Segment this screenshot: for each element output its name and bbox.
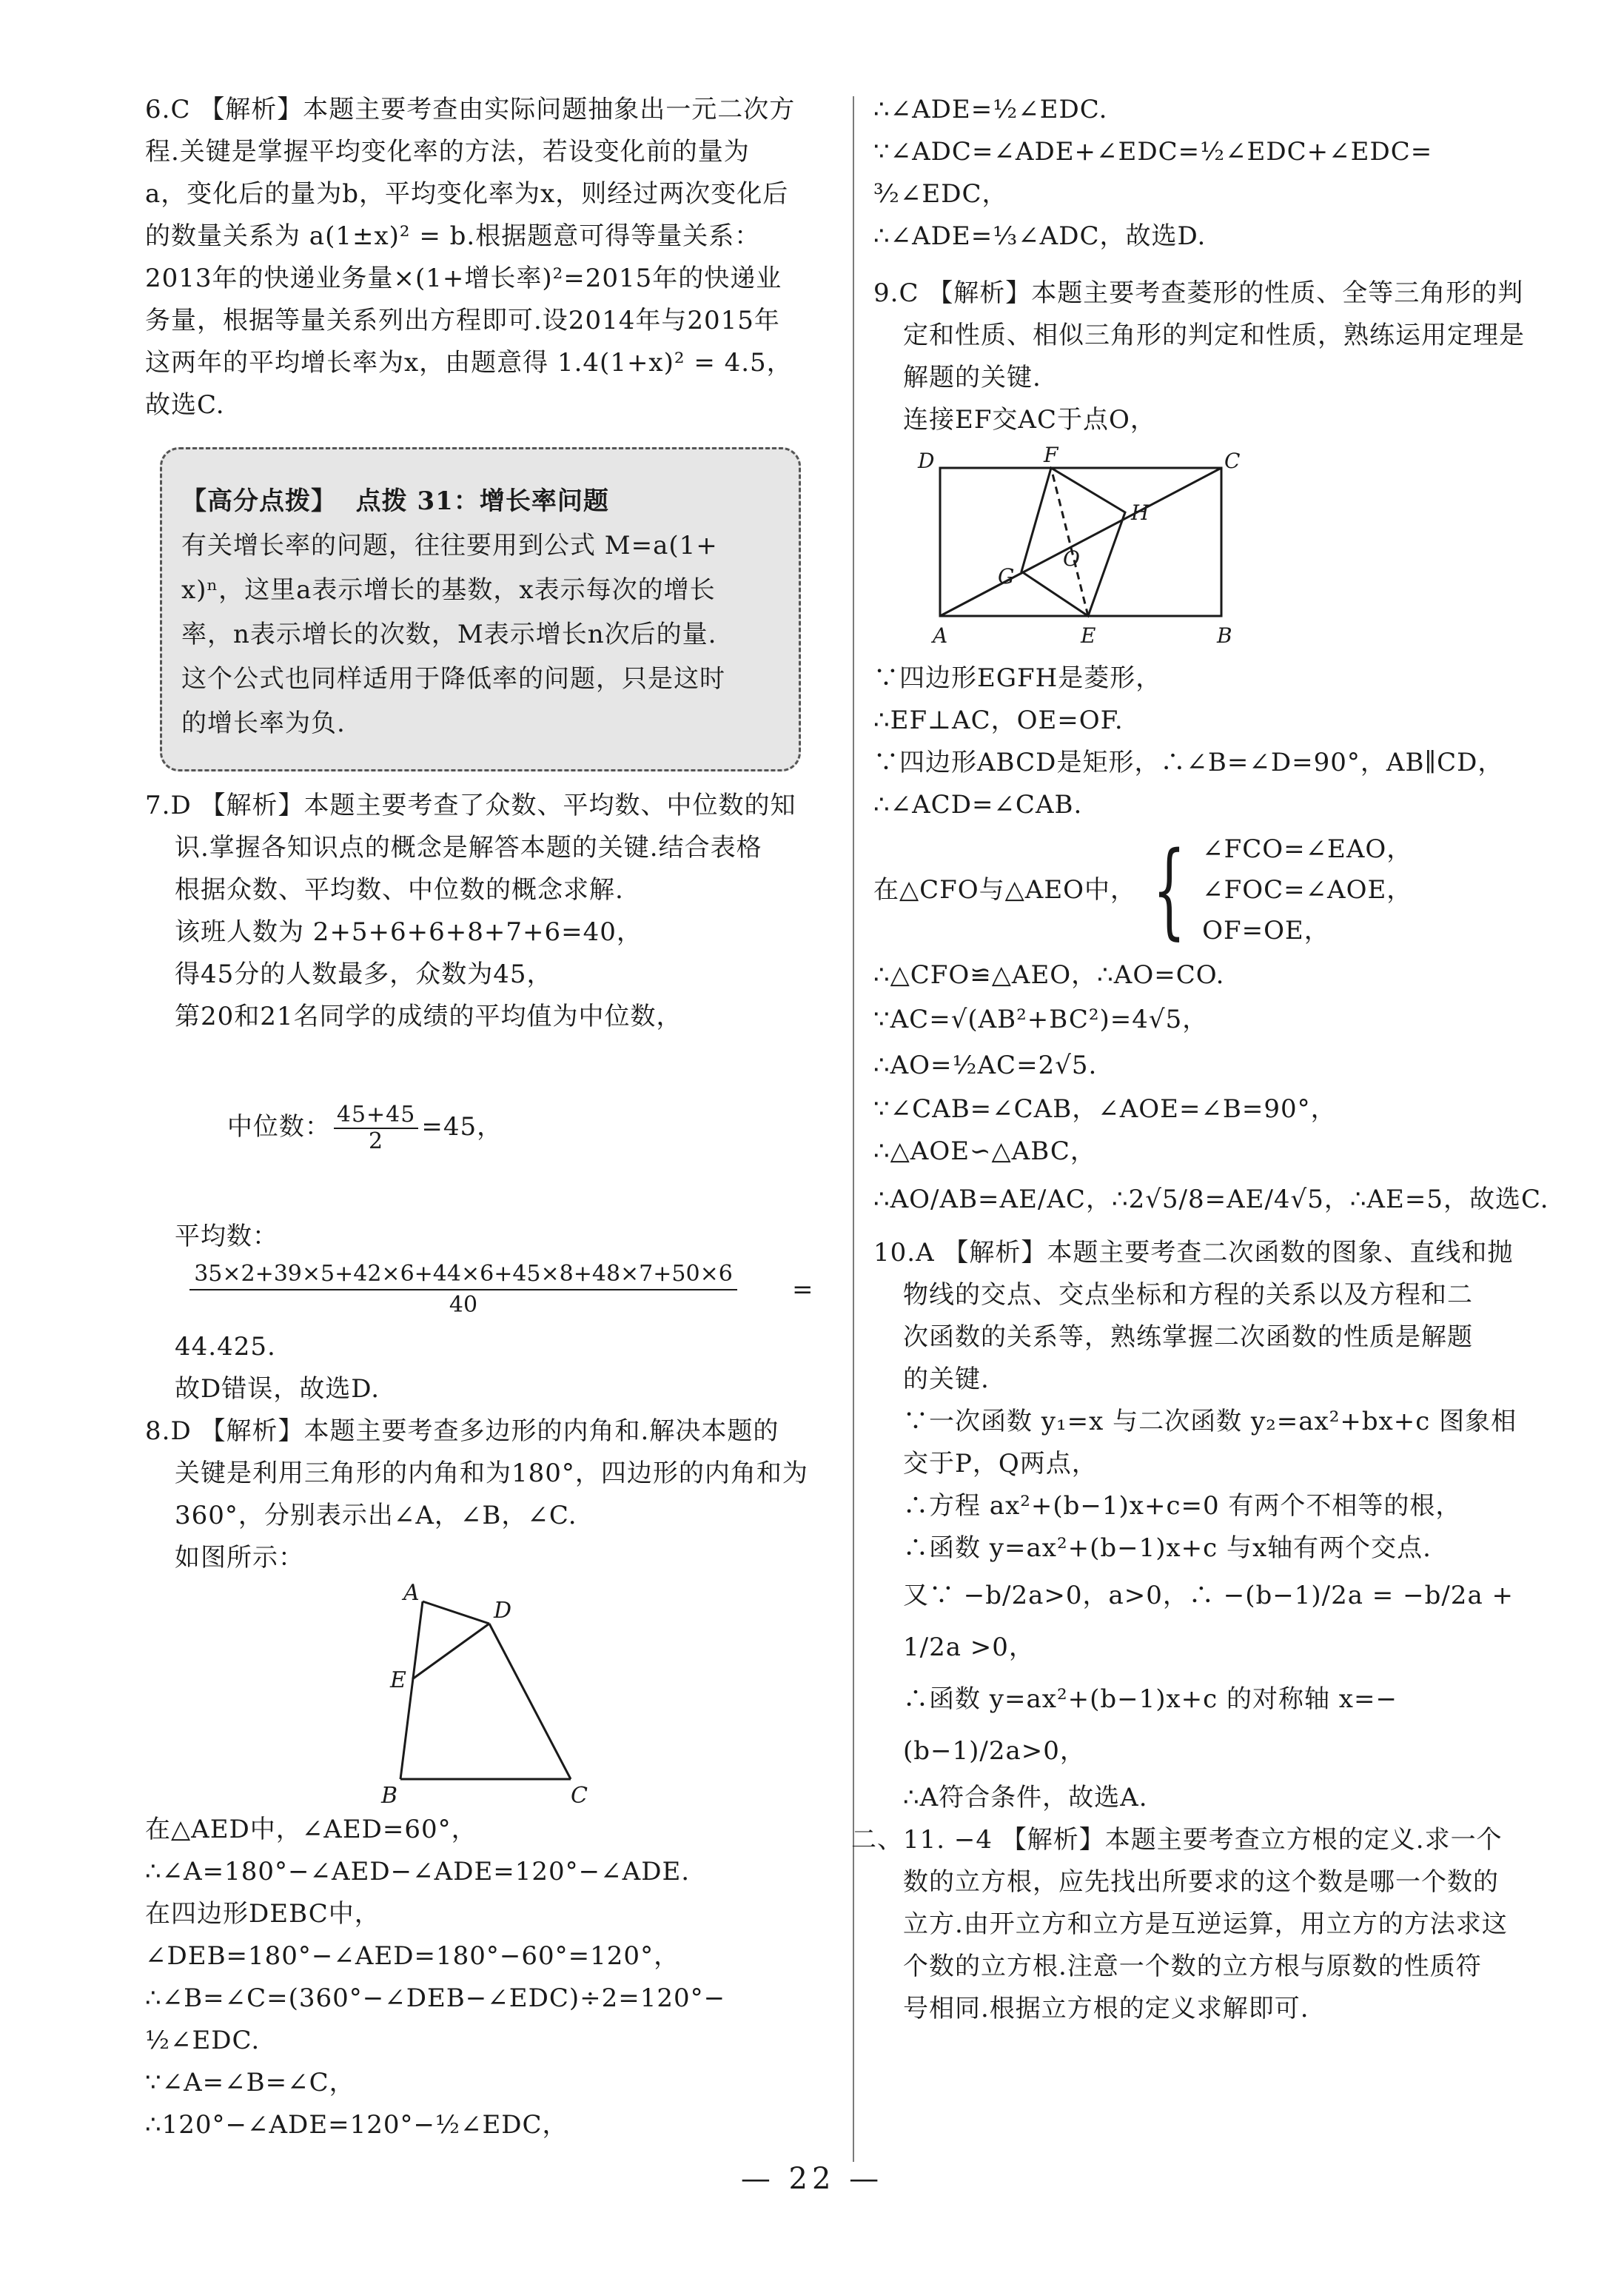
tip-line: 有关增长率的问题，往往要用到公式 M=a(1+ [181,531,718,560]
case-line: ∠FOC=∠AOE， [1202,875,1413,905]
q8-line: 关键是利用三角形的内角和为180°，四边形的内角和为 [175,1459,808,1488]
q10-line: 次函数的关系等，熟练掌握二次函数的性质是解题 [903,1322,1473,1352]
left-column [145,89,833,2146]
question-6 [145,89,833,426]
label-C: C [571,1783,588,1809]
tip-line: 率，n表示增长的次数，M表示增长n次后的量. [181,620,717,649]
median-line [145,1038,833,1216]
q8-cont-line: ³⁄₂∠EDC， [873,179,1008,209]
tip-heading: 【高分点拨】 点拨 31：增长率问题 [181,486,609,516]
q9-tail: ∴△CFO≌△AEO，∴AO=CO. [873,960,1225,990]
question-8 [145,1410,833,2146]
cases-lines [1202,829,1412,951]
question-7 [145,785,833,1410]
q7-line: 根据众数、平均数、中位数的概念求解. [175,875,624,905]
tip-box [160,447,801,771]
question-11 [851,1819,1562,2030]
median-label: 中位数： [227,1112,331,1142]
q11-line: 个数的立方根.注意一个数的立方根与原数的性质符 [903,1952,1482,1981]
q8-line: ½∠EDC. [145,2026,261,2055]
q9-tail: ∴AO/AB=AE/AC，∴2√5/8=AE/4√5，∴AE=5，故选C. [873,1185,1549,1214]
q6-line: 2013年的快递业务量×(1+增长率)²=2015年的快递业 [145,264,782,293]
q6-line: 务量，根据等量关系列出方程即可.设2014年与2015年 [145,306,780,335]
q9-line: 连接EF交AC于点O， [903,405,1156,435]
label-B: B [1217,623,1232,648]
q7-line: 该班人数为 2+5+6+6+8+7+6=40， [175,917,642,947]
edge-AD [423,1601,489,1624]
q8-line: 在四边形DEBC中， [145,1899,380,1929]
median-fraction [334,1102,418,1154]
edge-ED [412,1624,489,1679]
q9-tail: ∵∠CAB=∠CAB，∠AOE=∠B=90°， [873,1094,1337,1124]
label-B: B [381,1783,398,1809]
q9-line: 解题的关键. [903,363,1041,392]
case-line: ∠FCO=∠EAO， [1202,834,1413,864]
q9-line: 定和性质、相似三角形的判定和性质，熟练运用定理是 [903,321,1525,350]
q11-line: 数的立方根，应先找出所要求的这个数是哪一个数的 [903,1867,1499,1897]
q6-line: 程.关键是掌握平均变化率的方法，若设变化前的量为 [145,137,750,167]
mean-equals: = [792,1274,814,1305]
page-number: — 22 — [740,2162,884,2196]
q8-line: ∠DEB=180°−∠AED=180°−60°=120°， [145,1941,680,1971]
median-numerator: 45+45 [334,1102,418,1129]
q10-line: ∴函数 y=ax²+(b−1)x+c 与x轴有两个交点. [903,1533,1432,1563]
mean-fraction [145,1259,782,1320]
label-A: A [403,1580,420,1606]
label-F: F [1044,446,1058,467]
tip-line: 这个公式也同样适用于降低率的问题，只是这时 [181,664,725,694]
q10-line: ∴A符合条件，故选A. [903,1783,1148,1812]
q9-line: ∴EF⊥AC，OE=OF. [873,706,1124,735]
q7-line: 7.D 【解析】本题主要考查了众数、平均数、中位数的知 [145,791,796,820]
question-8-continued [873,89,1562,258]
q6-line: 故选C. [145,390,225,420]
case-line: OF=OE， [1202,916,1330,945]
q9-line: 9.C 【解析】本题主要考查菱形的性质、全等三角形的判 [873,278,1524,308]
cases-brace: { [1152,829,1186,951]
tip-line: x)ⁿ，这里a表示增长的基数，x表示每次的增长 [181,575,716,605]
q10-line: 物线的交点、交点坐标和方程的关系以及方程和二 [903,1280,1473,1310]
q8-line: ∵∠A=∠B=∠C， [145,2068,355,2097]
q8-line: ∴120°−∠ADE=120°−½∠EDC， [145,2110,568,2140]
label-E: E [1081,623,1096,648]
q9-tail: ∴AO=½AC=2√5. [873,1051,1098,1080]
q11-line: 立方.由开立方和立方是互逆运算，用立方的方法求这 [903,1909,1508,1939]
q10-line: ∵一次函数 y₁=x 与二次函数 y₂=ax²+bx+c 图象相 [903,1407,1517,1436]
q9-line: ∵四边形ABCD是矩形，∴∠B=∠D=90°，AB∥CD， [873,748,1504,777]
question-9 [873,272,1562,1226]
label-E: E [390,1667,406,1693]
q10-line: 的关键. [903,1365,990,1394]
label-D: D [494,1598,512,1624]
q10-line: 又∵ −b/2a>0，a>0，∴ −(b−1)/2a = −b/2a + 1/2a >0， [903,1581,1523,1662]
q8-line: 360°，分别表示出∠A，∠B，∠C. [175,1501,577,1530]
label-C: C [1224,449,1241,473]
q7-tail: 故D错误，故选D. [175,1374,380,1404]
q11-line: 号相同.根据立方根的定义求解即可. [903,1994,1309,2023]
mean-denominator: 40 [449,1292,478,1318]
label-A: A [933,623,948,648]
q8-line: 如图所示： [175,1543,304,1573]
label-H: H [1131,500,1150,525]
q8-line: ∴∠A=180°−∠AED−∠ADE=120°−∠ADE. [145,1857,691,1886]
q11-line: 二、11. −4 【解析】本题主要考查立方根的定义.求一个 [851,1825,1503,1855]
tip-line: 的增长率为负. [181,709,346,738]
q8-cont-line: ∴∠ADE=½∠EDC. [873,95,1108,124]
q6-line: 6.C 【解析】本题主要考查由实际问题抽象出一元二次方 [145,95,796,124]
q7-line: 第20和21名同学的成绩的平均值为中位数， [175,1002,682,1031]
q8-line: 8.D 【解析】本题主要考查多边形的内角和.解决本题的 [145,1416,779,1446]
cases-block [873,829,1562,951]
q6-line: a，变化后的量为b，平均变化率为x，则经过两次变化后 [145,179,789,209]
label-O: O [1063,546,1080,571]
q9-line: ∵四边形EGFH是菱形， [873,663,1162,693]
q6-line: 的数量关系为 a(1±x)² = b.根据题意可得等量关系： [145,221,761,251]
label-G: G [998,564,1015,589]
diagonal-AC [940,468,1221,616]
rectangle-rhombus-figure [910,446,1251,653]
cases-prefix: 在△CFO与△AEO中， [873,875,1137,905]
q9-line: ∴∠ACD=∠CAB. [873,790,1083,820]
q8-line: ∴∠B=∠C=(360°−∠DEB−∠EDC)÷2=120°− [145,1983,726,2013]
q8-cont-line: ∴∠ADE=⅓∠ADC，故选D. [873,221,1207,251]
q8-line: 在△AED中，∠AED=60°， [145,1815,477,1844]
edge-DC [489,1624,571,1779]
mean-label: 平均数： [175,1222,278,1251]
q8-cont-line: ∵∠ADC=∠ADE+∠EDC=½∠EDC+∠EDC= [873,137,1433,167]
mean-fraction-row [145,1259,833,1320]
q7-tail: 44.425. [175,1332,276,1362]
rhombus-EGFH [1021,468,1125,616]
q10-line: 10.A 【解析】本题主要考查二次函数的图象、直线和抛 [873,1238,1514,1268]
quadrilateral-figure [371,1579,608,1809]
label-D: D [918,449,935,473]
q10-line: ∴方程 ax²+(b−1)x+c=0 有两个不相等的根， [903,1491,1462,1521]
q6-line: 这两年的平均增长率为x，由题意得 1.4(1+x)² = 4.5， [145,348,793,378]
median-result: =45， [421,1112,503,1142]
q7-line: 得45分的人数最多，众数为45， [175,960,553,989]
right-column [851,89,1562,2030]
q9-tail: ∴△AOE∽△ABC， [873,1136,1096,1166]
question-10 [873,1232,1562,1819]
q10-line: 交于P，Q两点， [903,1449,1098,1479]
mean-numerator: 35×2+39×5+42×6+44×6+45×8+48×7+50×6 [189,1259,737,1290]
q9-tail: ∵AC=√(AB²+BC²)=4√5， [873,1005,1209,1034]
median-denominator: 2 [369,1128,384,1154]
q7-line: 识.掌握各知识点的概念是解答本题的关键.结合表格 [175,833,762,863]
q10-line: ∴函数 y=ax²+(b−1)x+c 的对称轴 x=−(b−1)/2a>0， [903,1684,1397,1766]
